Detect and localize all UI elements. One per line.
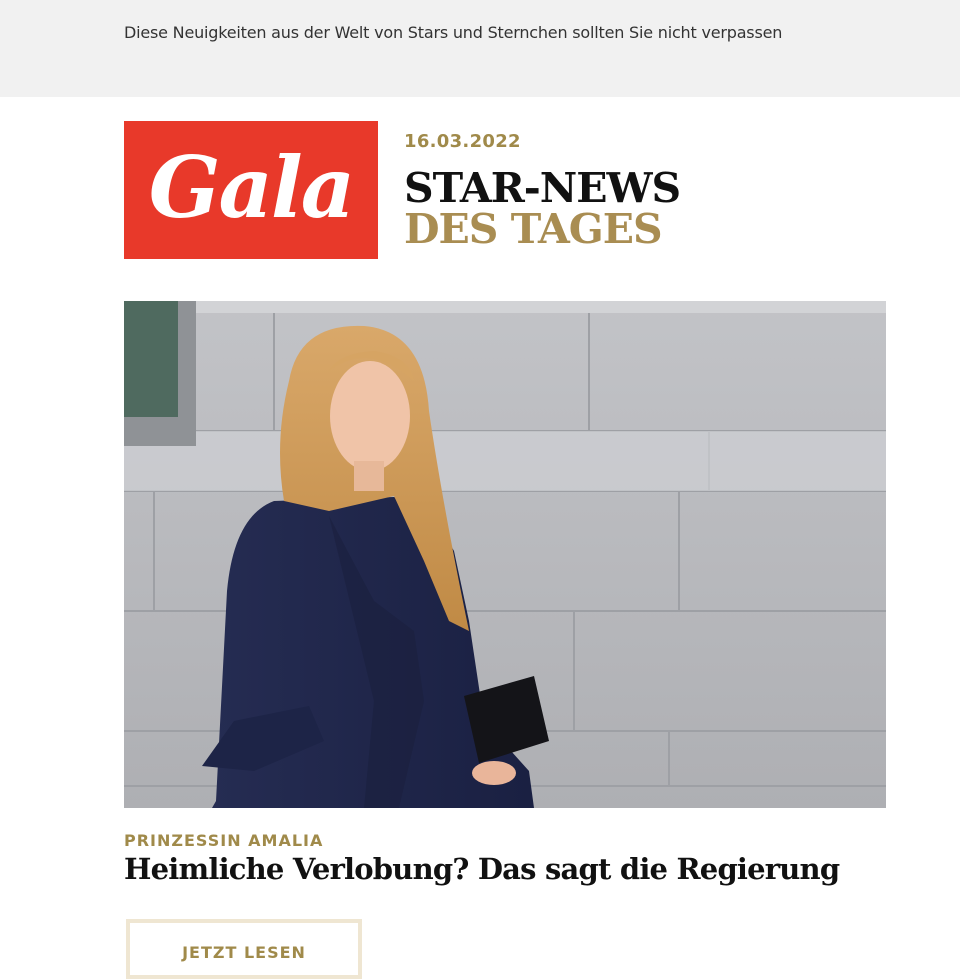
article-hero-image[interactable]: [124, 301, 886, 808]
newsletter-title-line-1: STAR-NEWS: [404, 164, 681, 212]
read-now-label: JETZT LESEN: [182, 943, 306, 962]
read-now-button[interactable]: [126, 919, 362, 979]
newsletter-date: 16.03.2022: [404, 131, 521, 152]
logo-wordmark: Gala: [148, 138, 354, 237]
article-headline[interactable]: Heimliche Verlobung? Das sagt die Regierung: [124, 852, 840, 886]
gala-logo[interactable]: [124, 121, 378, 259]
article-kicker: PRINZESSIN AMALIA: [124, 831, 324, 850]
preheader-bar: [0, 0, 960, 97]
hero-photo-illustration: [124, 301, 886, 808]
preheader-text: Diese Neuigkeiten aus der Welt von Stars und Sternchen sollten Sie nicht verpassen: [124, 23, 783, 42]
newsletter-title-line-2: DES TAGES: [404, 205, 662, 253]
